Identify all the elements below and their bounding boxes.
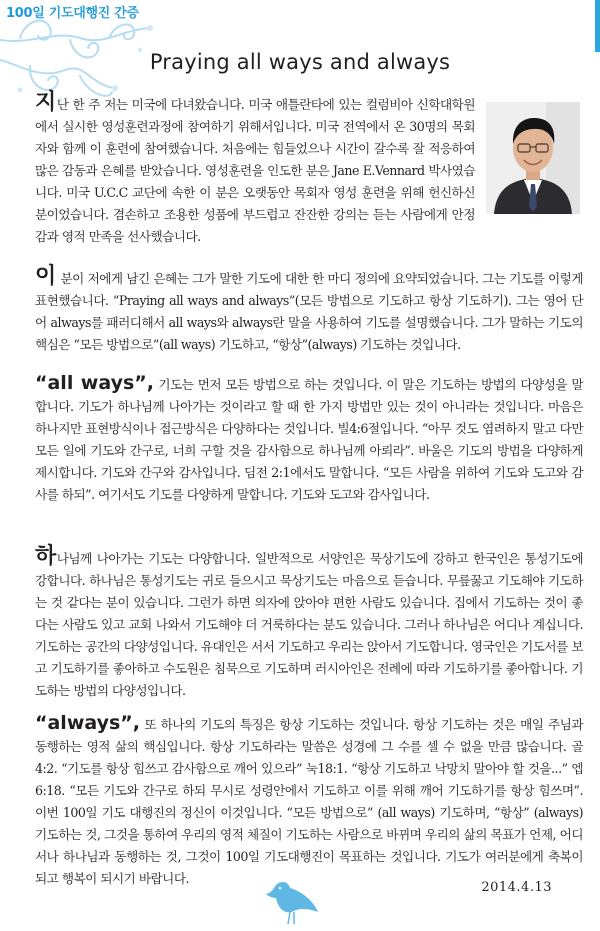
author-portrait <box>486 102 580 214</box>
paragraph-5 <box>35 712 583 890</box>
paragraph-3 <box>35 372 583 506</box>
bird-icon <box>260 868 330 928</box>
accent-bar <box>595 0 600 52</box>
paragraph-text: 기도는 먼저 모든 방법으로 하는 것입니다. 이 말은 기도하는 방법의 다양성을 말합니다. 기도가 하나님께 나아가는 것이라고 할 때 한 가지 방법만 있는 것이 아니라는 것입니다. 마음은 하나지만 표현방식이나 접근방식은 다양하다는 것입니다. 빌4:6절입니다. “아무 것도 염려하지 말고 다만 모든 일에 기도와 간구로, 너희 구할 것을 감사함으로 하나님께 아뢰라”. 바울은 기도의 방법을 다양하게 제시합니다. 기도와 간구와 감사입니다. 딤전 2:1에서도 말합니다. “모든 사람을 위하여 기도와 도고와 감사를 하되”. 여기서도 기도를 다양하게 말합니다. 기도와 도고와 감사입니다. <box>35 377 584 502</box>
paragraph-1 <box>35 90 475 248</box>
paragraph-text: 분이 저에게 남긴 은혜는 그가 말한 기도에 대한 한 마디 정의에 요약되었습니다. 그는 기도를 이렇게 표현했습니다. “Praying all ways and always”(모든 방법으로 기도하고 항상 기도하기). 그는 영어 단어 always를 패러디해서 all ways와 always란 말을 사용하여 기도를 설명했습니다. 그가 말하는 기도의 핵심은 “모든 방법으로”(all ways) 기도하고, “항상”(always) 기도하는 것입니다. <box>35 271 583 352</box>
article-date: 2014.4.13 <box>481 880 552 895</box>
keyword-always: “always”, <box>35 712 141 734</box>
paragraph-text: 나님께 나아가는 기도는 다양합니다. 일반적으로 서양인은 묵상기도에 강하고 한국인은 통성기도에 강합니다. 하나님은 통성기도는 귀로 들으시고 묵상기도는 마음으로 듣습니다. 무릎꿇고 기도해야 기도하는 것 같다는 분이 있습니다. 그런가 하면 의자에 앉아야 편한 사람도 있습니다. 집에서 기도하는 것이 좋다는 사람도 있고 교회 나와서 기도해야 더 거룩하다는 분도 있습니다. 그러나 하나님은 어디나 계십니다. 기도하는 공간의 다양성입니다. 유대인은 서서 기도하고 우리는 앉아서 기도합니다. 영국인은 기도서를 보고 기도하기를 좋아하고 수도원은 침묵으로 기도하며 러시아인은 전례에 따라 기도하기를 좋아합니다. 기도하는 방법의 다양성입니다. <box>35 551 583 698</box>
paragraph-2 <box>35 264 583 356</box>
page-title: Praying all ways and always <box>149 50 451 74</box>
paragraph-text: 난 한 주 저는 미국에 다녀왔습니다. 미국 애틀란타에 있는 컬럼비아 신학대학원에서 실시한 영성훈련과정에 참여하기 위해서입니다. 미국 전역에서 온 30명의 목회자와 함께 이 훈련에 참여했습니다. 처음에는 힘들었으나 시간이 갈수록 잘 적응하여 많은 감동과 은혜를 받았습니다. 영성훈련을 인도한 분은 Jane E.Vennard 박사였습니다. 미국 U.C.C 교단에 속한 이 분은 오랫동안 목회자 영성 훈련을 위해 헌신하신 분이었습니다. 겸손하고 조용한 성품에 부드럽고 잔잔한 강의는 듣는 사람에게 안정감과 영적 만족을 선사했습니다. <box>35 97 475 244</box>
drop-cap: 하 <box>35 544 56 569</box>
paragraph-4 <box>35 544 583 702</box>
section-header: 100일 기도대행진 간증 <box>6 6 139 21</box>
keyword-all-ways: “all ways”, <box>35 372 154 394</box>
drop-cap: 지 <box>35 90 56 115</box>
drop-cap: 이 <box>35 264 56 289</box>
paragraph-text: 또 하나의 기도의 특징은 항상 기도하는 것입니다. 항상 기도하는 것은 매일 주님과 동행하는 영적 삶의 핵심입니다. 항상 기도하라는 말씀은 성경에 그 수를 셀 수 없을 만큼 많습니다. 골4:2. “기도를 항상 힘쓰고 감사함으로 깨어 있으라” 눅18:1. “항상 기도하고 낙망치 말아야 할 것을...” 엡6:18. “모든 기도와 간구로 하되 무시로 성령안에서 기도하고 이를 위해 깨어 기도하기를 항상 힘쓰며”. 이번 100일 기도 대행진의 정신이 이것입니다. “모든 방법으로” (all ways) 기도하며, “항상” (always) 기도하는 것, 그것을 통하여 우리의 영적 체질이 기도하는 사람으로 바뀌며 우리의 삶의 목표가 언제, 어디서나 하나님과 동행하는 것, 그것이 100일 기도대행진이 목표하는 것입니다. 기도가 여러분에게 축복이 되고 행복이 되시기 바랍니다. <box>35 717 583 886</box>
